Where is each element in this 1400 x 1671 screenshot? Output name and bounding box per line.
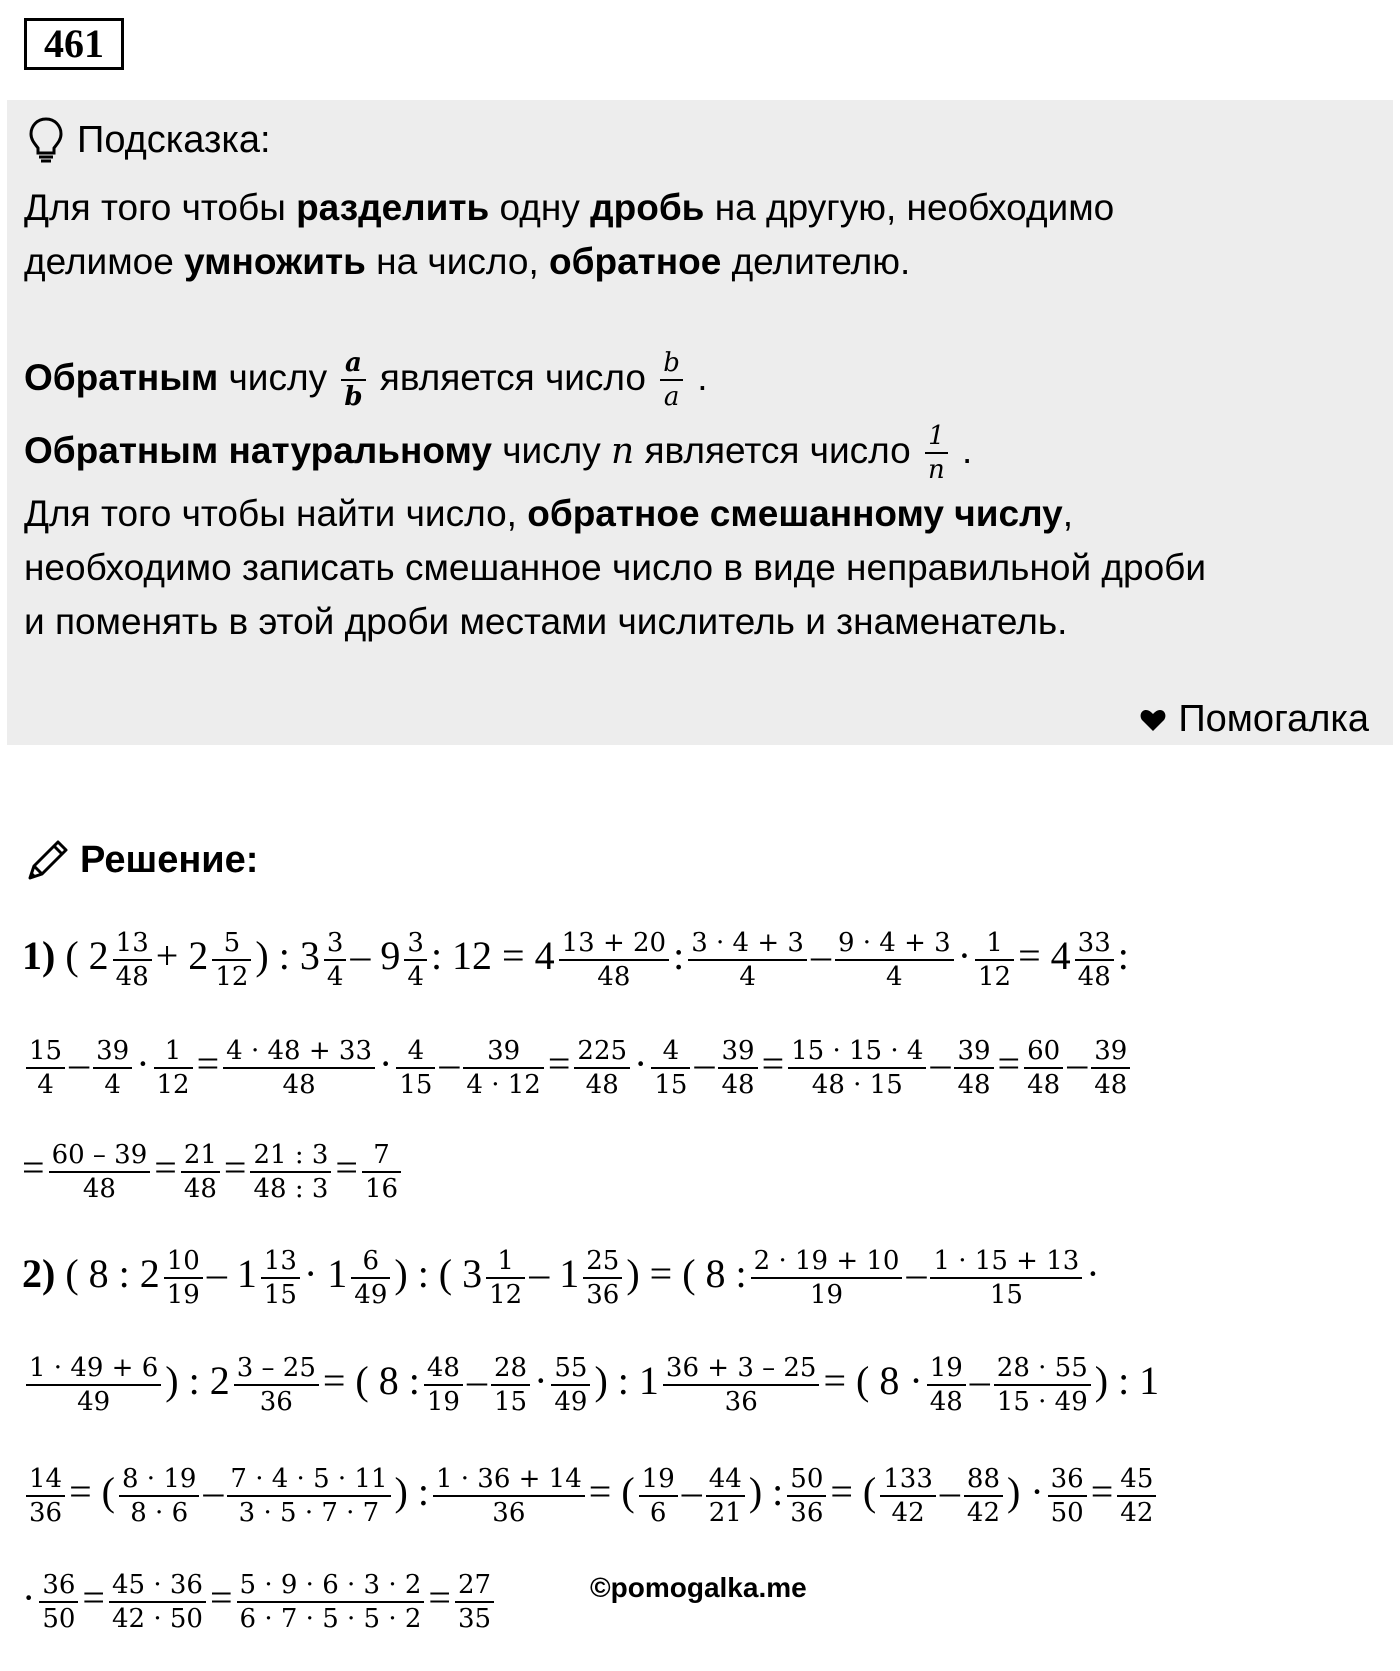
fraction-numerator: 55 <box>551 1352 590 1386</box>
fraction <box>26 1035 65 1101</box>
fraction-numerator: 27 <box>455 1569 494 1603</box>
fraction-denominator: 48 <box>1094 1069 1128 1100</box>
fraction-numerator: 39 <box>463 1035 543 1069</box>
fraction-denominator: 49 <box>77 1386 111 1417</box>
math-text: ) : <box>394 1469 429 1514</box>
fraction-denominator: 4 <box>407 961 424 992</box>
fraction-denominator: 12 <box>978 961 1012 992</box>
math-text: – <box>1067 1041 1088 1086</box>
math-text: = <box>209 1575 233 1620</box>
fraction-b-over-a <box>660 347 683 413</box>
fraction <box>835 927 954 993</box>
brand-label <box>1140 698 1369 741</box>
fraction-denominator: 4 <box>37 1069 54 1100</box>
fraction <box>424 1352 463 1418</box>
math-text: = <box>335 1145 358 1190</box>
fraction <box>119 1463 199 1529</box>
math-text: = ( <box>69 1469 115 1514</box>
fraction <box>113 927 152 993</box>
math-text: – <box>694 1041 715 1086</box>
math-text: – <box>969 1358 990 1403</box>
fraction-denominator: 49 <box>554 1386 588 1417</box>
fraction-denominator: 6 <box>649 1497 667 1528</box>
fraction <box>559 927 669 993</box>
hint-box <box>7 100 1393 745</box>
fraction-numerator: 14 <box>26 1463 65 1497</box>
fraction <box>234 1352 319 1418</box>
math-text: – <box>810 933 831 978</box>
heart-icon <box>1140 708 1166 732</box>
hint-paragraph-3-line-2: необходимо записать смешанное число в виде неправильной дроби <box>24 547 1207 588</box>
math-text: : <box>673 933 685 978</box>
math-text: – <box>69 1041 90 1086</box>
math-text: · 1 <box>303 1251 348 1296</box>
fraction-denominator: 12 <box>489 1279 523 1310</box>
fraction <box>574 1035 630 1101</box>
fraction <box>663 1352 820 1418</box>
fraction-numerator: 8 · 19 <box>119 1463 199 1497</box>
fraction-denominator: 48 <box>597 961 631 992</box>
fraction-denominator: 4 · 12 <box>466 1069 541 1100</box>
fraction <box>227 1463 390 1529</box>
fraction-numerator: 36 <box>39 1569 78 1603</box>
fraction-numerator: 13 <box>261 1245 300 1279</box>
fraction-numerator: 5 · 9 · 6 · 3 · 2 <box>237 1569 425 1603</box>
fraction <box>237 1569 425 1635</box>
math-text: – 9 <box>350 933 401 978</box>
fraction-denominator: 48 <box>721 1069 755 1100</box>
fraction-numerator: 13 <box>113 927 152 961</box>
fraction <box>964 1463 1003 1529</box>
solution-title: Решение: <box>80 838 259 881</box>
fraction <box>93 1035 132 1101</box>
math-text: + 2 <box>155 933 209 978</box>
math-text: = <box>223 1145 247 1190</box>
math-text: = ( <box>830 1469 877 1514</box>
hint-text: является число <box>369 357 657 398</box>
fraction-denominator: 16 <box>364 1173 399 1204</box>
fraction-denominator: 4 <box>739 961 756 992</box>
fraction-denominator: 48 <box>183 1173 217 1204</box>
fraction-numerator: 45 <box>1117 1463 1156 1497</box>
math-text: = 4 <box>1018 933 1071 978</box>
problem-number: 461 <box>24 18 124 70</box>
math-text: ) : 1 <box>1094 1358 1160 1403</box>
fraction <box>250 1139 331 1205</box>
fraction-denominator: 12 <box>215 961 249 992</box>
hint-header <box>29 112 271 168</box>
math-text: ) : 2 <box>165 1358 230 1403</box>
hint-paragraph-1-line-2 <box>24 234 910 290</box>
fraction-denominator: 48 <box>957 1069 991 1100</box>
math-text: : 12 = 4 <box>430 933 555 978</box>
math-text: · <box>634 1041 648 1086</box>
fraction-numerator: 7 · 4 · 5 · 11 <box>227 1463 390 1497</box>
hint-text: , <box>1062 493 1073 534</box>
fraction-denominator: 21 <box>708 1497 742 1528</box>
hint-bold-term: Обратным <box>24 357 219 398</box>
solution-line <box>22 916 1129 996</box>
hint-text: делимое <box>24 241 185 282</box>
hint-text: . <box>951 430 973 471</box>
fraction <box>351 1245 390 1311</box>
fraction-denominator: 48 <box>82 1173 116 1204</box>
fraction-denominator: 15 · 49 <box>996 1386 1088 1417</box>
fraction <box>261 1245 300 1311</box>
math-text: · <box>136 1041 150 1086</box>
hint-bold-term: дробь <box>590 187 705 228</box>
fraction-denominator: 36 <box>492 1497 526 1528</box>
math-text: ) : <box>748 1469 784 1514</box>
fraction <box>880 1463 936 1529</box>
fraction <box>26 1463 65 1529</box>
fraction-numerator: 21 : 3 <box>250 1139 331 1173</box>
fraction-denominator: 50 <box>1050 1497 1084 1528</box>
fraction <box>706 1463 745 1529</box>
fraction-denominator: a <box>663 382 680 413</box>
hint-text: Для того чтобы найти число, <box>24 493 528 534</box>
fraction <box>718 1035 757 1101</box>
hint-bold-term: обратное <box>549 241 722 282</box>
copyright-notice: ©pomogalka.me <box>590 1572 807 1603</box>
fraction <box>975 927 1014 993</box>
fraction <box>223 1035 375 1101</box>
fraction <box>324 927 347 993</box>
math-text: = <box>997 1041 1021 1086</box>
fraction-denominator: 48 · 15 <box>811 1069 903 1100</box>
fraction-numerator: 25 <box>583 1245 622 1279</box>
hint-bold-term: Обратным натуральному <box>24 430 492 471</box>
fraction <box>954 1035 993 1101</box>
math-text: ) = ( 8 : <box>626 1251 747 1296</box>
fraction-numerator: 1 · 15 + 13 <box>930 1245 1082 1279</box>
fraction <box>927 1352 966 1418</box>
fraction-denominator: 48 <box>1027 1069 1061 1100</box>
fraction-numerator: 15 · 15 · 4 <box>788 1035 926 1069</box>
fraction-denominator: 48 <box>929 1386 963 1417</box>
fraction-denominator: 36 <box>586 1279 620 1310</box>
fraction <box>651 1035 690 1101</box>
fraction-numerator: 6 <box>351 1245 390 1279</box>
fraction <box>164 1245 203 1311</box>
fraction <box>688 927 807 993</box>
fraction-denominator: 4 <box>104 1069 121 1100</box>
fraction <box>583 1245 622 1311</box>
fraction-numerator: 9 · 4 + 3 <box>835 927 954 961</box>
fraction <box>396 1035 435 1101</box>
fraction-numerator: 133 <box>880 1463 936 1497</box>
hint-text: на другую, необходимо <box>704 187 1115 228</box>
fraction <box>404 927 427 993</box>
math-text: = <box>547 1041 571 1086</box>
fraction <box>26 1352 161 1418</box>
fraction-denominator: 19 <box>426 1386 460 1417</box>
fraction <box>1075 927 1114 993</box>
fraction <box>639 1463 678 1529</box>
fraction-denominator: 15 <box>493 1386 528 1417</box>
math-text: ( 2 <box>65 933 109 978</box>
fraction-numerator: 13 + 20 <box>559 927 669 961</box>
fraction-denominator: 36 <box>724 1386 758 1417</box>
hint-paragraph-3-line-1 <box>24 486 1073 542</box>
fraction-numerator: 7 <box>362 1139 401 1173</box>
fraction <box>39 1569 78 1635</box>
fraction-denominator: 15 <box>989 1279 1023 1310</box>
fraction-numerator: 28 · 55 <box>994 1352 1091 1386</box>
fraction-numerator: 225 <box>574 1035 630 1069</box>
fraction-numerator: 3 – 25 <box>234 1352 319 1386</box>
fraction-denominator: 6 · 7 · 5 · 5 · 2 <box>239 1603 422 1634</box>
fraction-numerator: 4 · 48 + 33 <box>223 1035 375 1069</box>
pencil-icon <box>24 836 72 884</box>
fraction <box>551 1352 590 1418</box>
fraction-numerator: 1 · 36 + 14 <box>433 1463 585 1497</box>
math-text: ) : 3 <box>255 933 320 978</box>
fraction-numerator: 5 <box>212 927 251 961</box>
math-text: – <box>939 1469 960 1514</box>
math-text: · <box>22 1575 36 1620</box>
fraction-numerator: b <box>660 347 683 381</box>
fraction <box>49 1139 151 1205</box>
fraction-numerator: 39 <box>718 1035 757 1069</box>
solution-line <box>22 1024 1134 1104</box>
fraction-numerator: 4 <box>651 1035 690 1069</box>
fraction-numerator: 1 · 49 + 6 <box>26 1352 161 1386</box>
fraction-denominator: 48 <box>115 961 149 992</box>
math-text: – <box>466 1358 487 1403</box>
fraction-numerator: 19 <box>927 1352 966 1386</box>
fraction-numerator: 28 <box>491 1352 530 1386</box>
hint-text: на число, <box>365 241 550 282</box>
math-text: = <box>22 1145 45 1190</box>
fraction-numerator: 3 · 4 + 3 <box>688 927 807 961</box>
math-text: = ( <box>588 1469 635 1514</box>
math-text: = <box>1090 1469 1114 1514</box>
fraction <box>1024 1035 1063 1101</box>
fraction-denominator: 15 <box>399 1069 433 1100</box>
hint-bold-term: обратное смешанному числу <box>527 493 1063 534</box>
math-text: = <box>82 1575 105 1620</box>
fraction-numerator: 10 <box>164 1245 203 1279</box>
fraction <box>463 1035 543 1101</box>
fraction-denominator: n <box>927 455 945 486</box>
fraction-denominator: 50 <box>42 1603 76 1634</box>
fraction <box>1117 1463 1156 1529</box>
fraction <box>109 1569 206 1635</box>
fraction-numerator: 60 – 39 <box>49 1139 151 1173</box>
fraction-numerator: 1 <box>154 1035 193 1069</box>
fraction-numerator: 21 <box>181 1139 220 1173</box>
hint-natural-reciprocal-rule <box>24 418 972 484</box>
fraction-numerator: 50 <box>787 1463 826 1497</box>
hint-paragraph-1-line-1 <box>24 180 1114 236</box>
fraction <box>1091 1035 1130 1101</box>
fraction-denominator: 42 <box>966 1497 1000 1528</box>
fraction <box>486 1245 525 1311</box>
math-text: = <box>154 1145 177 1190</box>
math-text: – <box>439 1041 460 1086</box>
hint-title: Подсказка: <box>77 118 271 161</box>
hint-text: . <box>686 357 708 398</box>
fraction <box>433 1463 585 1529</box>
fraction-denominator: 19 <box>166 1279 200 1310</box>
fraction-denominator: 42 <box>1120 1497 1154 1528</box>
math-text: ( 8 : 2 <box>65 1251 160 1296</box>
math-text: – 1 <box>529 1251 580 1296</box>
fraction <box>751 1245 903 1311</box>
fraction-numerator: 15 <box>26 1035 65 1069</box>
math-text: – <box>681 1469 702 1514</box>
hint-text: числу <box>218 357 338 398</box>
solution-line <box>22 1128 405 1208</box>
fraction <box>787 1463 826 1529</box>
hint-text: Для того чтобы <box>24 187 297 228</box>
fraction-denominator: 42 <box>891 1497 925 1528</box>
fraction-numerator: 2 · 19 + 10 <box>751 1245 903 1279</box>
fraction-denominator: 19 <box>810 1279 844 1310</box>
math-text: : <box>1117 933 1129 978</box>
math-text: = <box>761 1041 785 1086</box>
fraction <box>181 1139 220 1205</box>
fraction-denominator: 48 <box>585 1069 619 1100</box>
fraction <box>362 1139 401 1205</box>
hint-reciprocal-rule <box>24 336 708 420</box>
fraction-denominator: 36 <box>259 1386 293 1417</box>
fraction-denominator: 4 <box>326 961 344 992</box>
fraction-numerator: 3 <box>324 927 347 961</box>
hint-text: является число <box>634 430 921 471</box>
fraction-denominator: 15 <box>654 1069 688 1100</box>
fraction-a-over-b <box>341 347 365 413</box>
fraction-denominator: 8 · 6 <box>130 1497 189 1528</box>
fraction-1-over-n <box>925 420 948 486</box>
math-text: · <box>1086 1251 1100 1296</box>
solution-line <box>22 1558 498 1638</box>
fraction-numerator: 3 <box>404 927 427 961</box>
hint-paragraph-3-line-3: и поменять в этой дроби местами числитель и знаменатель. <box>24 601 1068 642</box>
math-text: · <box>534 1358 548 1403</box>
fraction-numerator: 39 <box>954 1035 993 1069</box>
fraction <box>994 1352 1091 1418</box>
hint-bold-term: разделить <box>296 187 490 228</box>
solution-line <box>22 1341 1159 1421</box>
fraction-numerator: 39 <box>93 1035 132 1069</box>
fraction-numerator: 1 <box>486 1245 525 1279</box>
fraction-denominator: 15 <box>263 1279 297 1310</box>
fraction-denominator: 42 · 50 <box>111 1603 203 1634</box>
math-text: · <box>957 933 972 978</box>
fraction-denominator: 12 <box>156 1069 190 1100</box>
fraction <box>154 1035 193 1101</box>
math-text: · <box>379 1041 393 1086</box>
hint-text: числу <box>491 430 612 471</box>
hint-bold-term: умножить <box>184 241 366 282</box>
fraction-denominator: 3 · 5 · 7 · 7 <box>238 1497 380 1528</box>
hint-text: одну <box>489 187 591 228</box>
fraction-numerator: 48 <box>424 1352 463 1386</box>
solution-line <box>22 1234 1100 1314</box>
fraction-denominator: 48 <box>282 1069 316 1100</box>
fraction-denominator: 36 <box>790 1497 824 1528</box>
math-text: – 1 <box>206 1251 257 1296</box>
math-text: = <box>428 1575 451 1620</box>
math-text: ) : 1 <box>594 1358 659 1403</box>
fraction <box>930 1245 1082 1311</box>
fraction-numerator: 36 + 3 – 25 <box>663 1352 820 1386</box>
hint-text: делителю. <box>721 241 911 282</box>
fraction-numerator: 33 <box>1075 927 1114 961</box>
math-text: = <box>196 1041 220 1086</box>
fraction-numerator: 4 <box>396 1035 435 1069</box>
fraction <box>1048 1463 1087 1529</box>
fraction-numerator: 39 <box>1091 1035 1130 1069</box>
math-text: ) · <box>1007 1469 1044 1514</box>
solution-header <box>24 830 258 890</box>
fraction-numerator: 1 <box>925 420 948 454</box>
fraction-denominator: 48 : 3 <box>253 1173 329 1204</box>
fraction-denominator: 35 <box>457 1603 492 1634</box>
fraction-numerator: 45 · 36 <box>109 1569 206 1603</box>
fraction-numerator: 60 <box>1024 1035 1063 1069</box>
math-text: – <box>906 1251 927 1296</box>
fraction-numerator: 36 <box>1048 1463 1087 1497</box>
brand-name: Помогалка <box>1178 698 1369 740</box>
fraction-denominator: 49 <box>354 1279 388 1310</box>
solution-line <box>22 1452 1160 1532</box>
math-text: ) : ( 3 <box>394 1251 483 1296</box>
fraction-numerator: 44 <box>706 1463 745 1497</box>
fraction-numerator: 19 <box>639 1463 678 1497</box>
fraction-denominator: b <box>344 382 363 413</box>
fraction <box>212 927 251 993</box>
fraction-denominator: 48 <box>1077 961 1111 992</box>
math-text: – <box>930 1041 951 1086</box>
task-label: 2) <box>22 1251 66 1296</box>
fraction-numerator: 1 <box>975 927 1014 961</box>
fraction-denominator: 4 <box>886 961 903 992</box>
math-text: – <box>203 1469 224 1514</box>
fraction <box>491 1352 530 1418</box>
fraction-numerator: 88 <box>964 1463 1003 1497</box>
math-text: = ( 8 · <box>823 1358 923 1403</box>
math-text: = ( 8 : <box>322 1358 420 1403</box>
fraction-numerator: a <box>341 347 365 381</box>
math-variable-n: n <box>611 431 635 472</box>
fraction <box>788 1035 926 1101</box>
lightbulb-icon <box>29 117 63 163</box>
task-label: 1) <box>22 933 66 978</box>
fraction <box>455 1569 494 1635</box>
fraction-denominator: 36 <box>29 1497 63 1528</box>
